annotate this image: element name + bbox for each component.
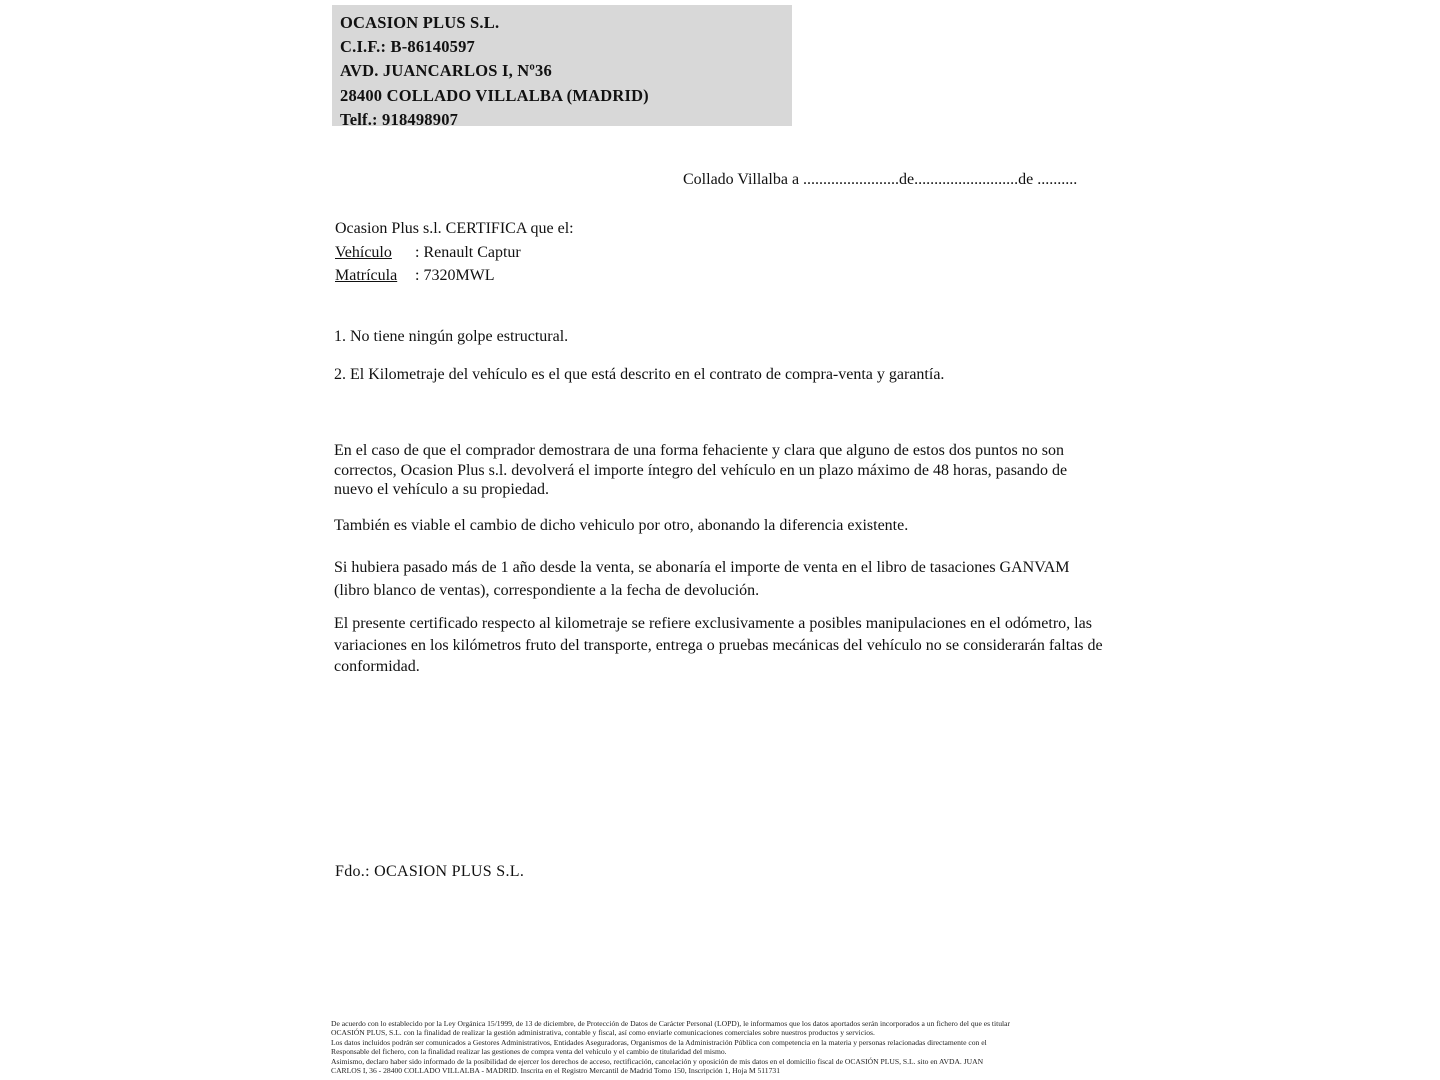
plate-value: : 7320MWL — [415, 267, 495, 284]
legal-footer-line: De acuerdo con lo establecido por la Ley Orgánica 15/1999, de 13 de diciembre, de Protección de Datos de Carácter Personal (LOPD), le informamos que los datos aportados serán incorporados a un fichero del que es titular — [331, 1019, 1011, 1028]
signature-line: Fdo.: OCASION PLUS S.L. — [335, 863, 525, 880]
company-city: 28400 COLLADO VILLALBA (MADRID) — [340, 85, 649, 105]
legal-footer-line: Responsable del fichero, con la finalidad realizar las gestiones de compra venta del vehículo y el cambio de titularidad del mismo. — [331, 1047, 727, 1057]
plate-label: Matrícula — [335, 267, 398, 284]
paragraph-refund-policy: En el caso de que el comprador demostrara de una forma fehaciente y clara que alguno de estos dos puntos no son correctos, Ocasion Plus s.l. devolverá el importe íntegro del vehículo en un plazo máximo de 48 horas, pasando de nuevo el vehículo a su propiedad. — [334, 442, 1068, 498]
legal-footer-line: CARLOS I, 36 - 28400 COLLADO VILLALBA - MADRID. Inscrita en el Registro Mercantil de Madrid Tomo 150, Inscripción 1, Hoja M 511731 — [331, 1066, 780, 1076]
date-fill-in-line: Collado Villalba a ........................de..........................de .......... — [683, 171, 1078, 188]
legal-footer-line: Los datos incluidos podrán ser comunicados a Gestores Administrativos, Entidades Aseguradoras, Organismos de la Administración Pública con competencia en la materia y personas relacionadas directamente con el — [331, 1037, 987, 1047]
certification-intro: Ocasion Plus s.l. CERTIFICA que el: — [335, 220, 574, 237]
certification-block — [335, 217, 574, 288]
legal-footer-line: Asimismo, declaro haber sido informado de la posibilidad de ejercer los derechos de acceso, rectificación, cancelación y oposición de mis datos en el domicilio fiscal de OCASIÓN PLUS, S.L. sito en AVDA. JUAN — [331, 1056, 984, 1066]
certified-point-1: 1. No tiene ningún golpe estructural. — [334, 328, 569, 345]
company-cif: C.I.F.: B-86140597 — [340, 37, 475, 57]
company-phone: Telf.: 918498907 — [340, 109, 459, 129]
certified-point-2: 2. El Kilometraje del vehículo es el que está descrito en el contrato de compra-venta y garantía. — [334, 366, 945, 383]
vehicle-value: : Renault Captur — [415, 243, 521, 261]
paragraph-ganvam-valuation: Si hubiera pasado más de 1 año desde la venta, se abonaría el importe de venta en el libro de tasaciones GANVAM (libro blanco de ventas), correspondiente a la fecha de devolución. — [334, 559, 1070, 599]
paragraph-odometer-disclaimer: El presente certificado respecto al kilometraje se refiere exclusivamente a posibles manipulaciones en el odómetro, las variaciones en los kilómetros fruto del transporte, entrega o pruebas mecánicas del vehículo no se considerarán faltas de conformidad. — [334, 615, 1103, 675]
company-address: AVD. JUANCARLOS I, Nº36 — [340, 61, 552, 81]
vehicle-label: Vehículo — [335, 243, 392, 261]
legal-footer-line: OCASIÓN PLUS, S.L. con la finalidad de realizar la gestión administrativa, contable y fiscal, así como enviarle comunicaciones comerciales sobre nuestros productos y servicios. — [331, 1028, 875, 1038]
paragraph-exchange-option: También es viable el cambio de dicho vehiculo por otro, abonando la diferencia existente. — [334, 517, 909, 534]
legal-footer — [331, 1019, 1121, 1076]
company-header-box — [332, 5, 792, 129]
vehicle-row — [335, 241, 574, 265]
company-name: OCASION PLUS S.L. — [340, 13, 500, 32]
plate-row — [335, 264, 574, 288]
